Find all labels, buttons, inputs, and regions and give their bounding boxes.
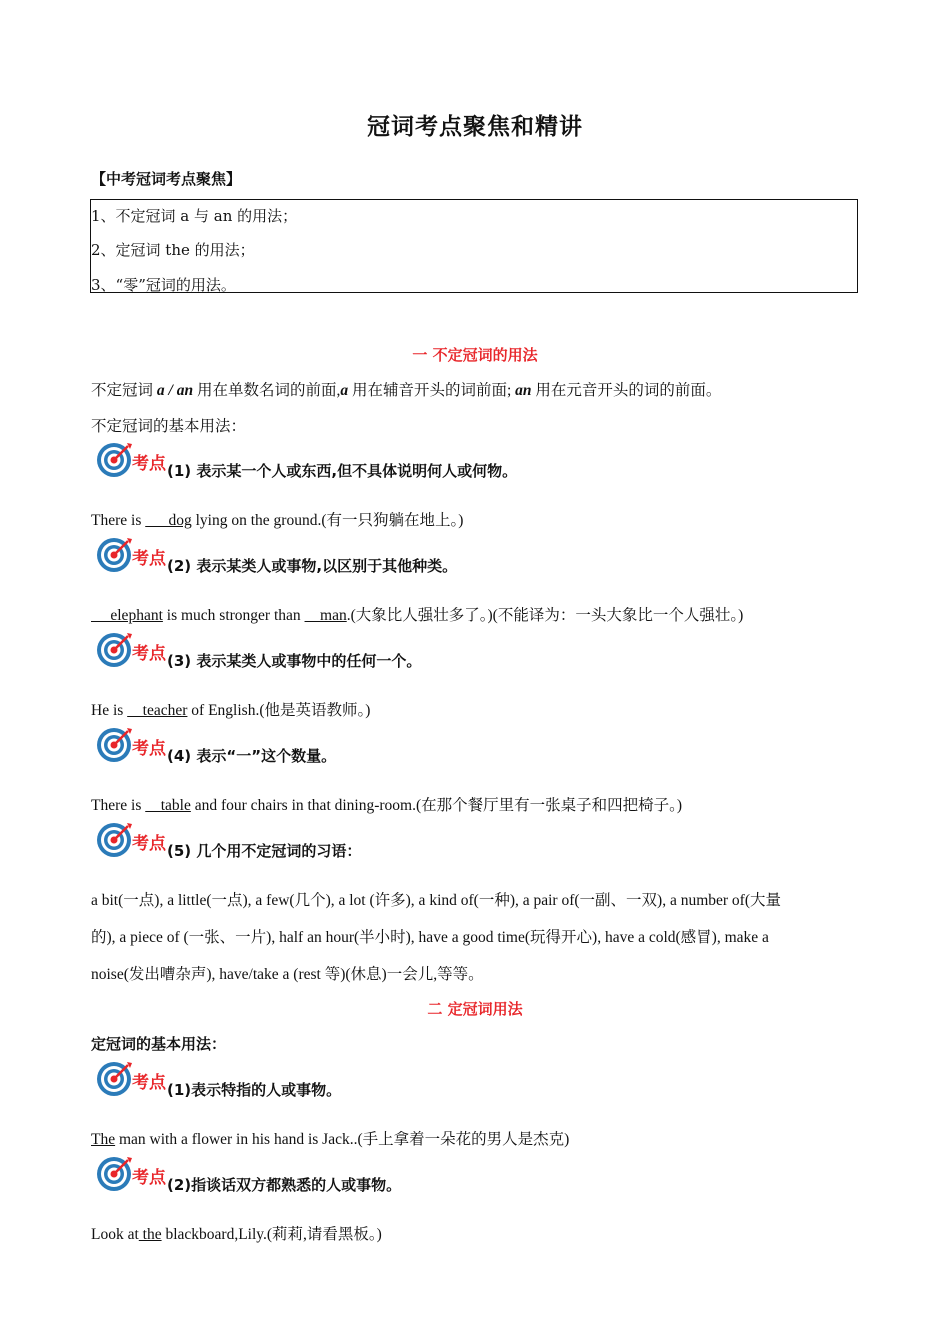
- focus-box: [90, 199, 858, 293]
- kp-label: 考点: [132, 1168, 166, 1188]
- target-icon: [96, 536, 168, 576]
- intro-text: 用在单数名词的前面,: [193, 382, 341, 399]
- answer-blank: elephant: [91, 607, 163, 624]
- target-icon: [96, 631, 168, 671]
- target-icon: [96, 1155, 168, 1195]
- key-point-6: [96, 1060, 856, 1100]
- kp-label: 考点: [132, 1073, 166, 1093]
- example-text: lying on the ground.(有一只狗躺在地上。): [191, 512, 464, 529]
- key-point-7: [96, 1155, 856, 1195]
- kp-label: 考点: [132, 549, 166, 569]
- key-point-3: [96, 631, 856, 671]
- example-text: blackboard,Lily.(莉莉,请看黑板。): [161, 1226, 382, 1243]
- example-text: and four chairs in that dining-room.(在那个餐厅里有一张桌子和四把椅子。): [190, 797, 683, 814]
- intro-paragraph: [91, 378, 721, 400]
- answer-blank: man: [304, 607, 347, 624]
- example-sentence: [91, 1127, 569, 1149]
- key-point-5: [96, 821, 856, 861]
- example-text: Look at: [91, 1226, 139, 1243]
- section-title-definite: 二 定冠词用法: [427, 1000, 523, 1018]
- basic-usage-label: 定冠词的基本用法：: [91, 1035, 227, 1053]
- key-point-title: (1) 表示某一个人或东西,但不具体说明何人或何物。: [167, 462, 518, 480]
- focus-item: 3、“零”冠词的用法。: [91, 276, 236, 294]
- basic-usage-label: 不定冠词的基本用法：: [91, 418, 247, 435]
- focus-item: 2、定冠词 the 的用法；: [91, 241, 255, 259]
- article-term: a: [340, 382, 349, 399]
- answer-blank: The: [91, 1131, 116, 1148]
- target-icon: [96, 821, 168, 861]
- intro-text: 不定冠词: [91, 382, 157, 399]
- kp-label: 考点: [132, 644, 166, 664]
- answer-blank: table: [145, 797, 191, 814]
- article-term: an: [515, 382, 532, 399]
- example-text: He is: [91, 702, 128, 719]
- example-text: There is: [91, 797, 146, 814]
- example-sentence: [91, 603, 743, 625]
- kp-label: 考点: [132, 454, 166, 474]
- example-sentence: [91, 1222, 382, 1244]
- page-title: 冠词考点聚焦和精讲: [367, 114, 583, 140]
- idiom-line: a bit(一点), a little(一点), a few(几个), a lot (许多), a kind of(一种), a pair of(一副、一双), a number of(大量: [91, 892, 781, 909]
- example-text: man with a flower in his hand is Jack..(手上拿着一朵花的男人是杰克): [115, 1131, 570, 1148]
- key-point-title: (1)表示特指的人或事物。: [167, 1081, 342, 1099]
- target-icon: [96, 441, 168, 481]
- key-point-2: [96, 536, 856, 576]
- key-point-title: (2)指谈话双方都熟悉的人或事物。: [167, 1176, 402, 1194]
- key-point-4: [96, 726, 856, 766]
- kp-label: 考点: [132, 739, 166, 759]
- intro-text: 用在元音开头的词的前面。: [531, 382, 722, 399]
- example-text: There is: [91, 512, 146, 529]
- kp-label: 考点: [132, 834, 166, 854]
- target-icon: [96, 1060, 168, 1100]
- example-sentence: [91, 698, 370, 720]
- answer-blank: the: [138, 1226, 162, 1243]
- idiom-line: noise(发出嘈杂声), have/take a (rest 等)(休息)一会儿,等等。: [91, 966, 484, 983]
- example-text: is much stronger than: [162, 607, 305, 624]
- example-text: of English.(他是英语教师。): [187, 702, 371, 719]
- key-point-title: (2) 表示某类人或事物,以区别于其他种类。: [167, 557, 458, 575]
- focus-item: 1、不定冠词 a 与 an 的用法；: [91, 207, 298, 225]
- example-sentence: [91, 793, 682, 815]
- idiom-line: 的), a piece of (一张、一片), half an hour(半小时), have a good time(玩得开心), have a cold(感冒), make a: [91, 929, 769, 946]
- key-point-title: (5) 几个用不定冠词的习语：: [167, 842, 362, 860]
- key-point-title: (3) 表示某类人或事物中的任何一个。: [167, 652, 422, 670]
- target-icon: [96, 726, 168, 766]
- answer-blank: dog: [145, 512, 192, 529]
- key-point-title: (4) 表示“一”这个数量。: [167, 747, 337, 765]
- intro-text: 用在辅音开头的词前面;: [348, 382, 516, 399]
- section-title-indefinite: 一 不定冠词的用法: [412, 346, 538, 364]
- example-text: .(大象比人强壮多了。)(不能译为：一头大象比一个人强壮。): [346, 607, 744, 624]
- key-point-1: [96, 441, 856, 481]
- answer-blank: teacher: [127, 702, 188, 719]
- focus-heading: 【中考冠词考点聚焦】: [91, 170, 242, 188]
- example-sentence: [91, 508, 463, 530]
- article-term: a / an: [156, 382, 194, 399]
